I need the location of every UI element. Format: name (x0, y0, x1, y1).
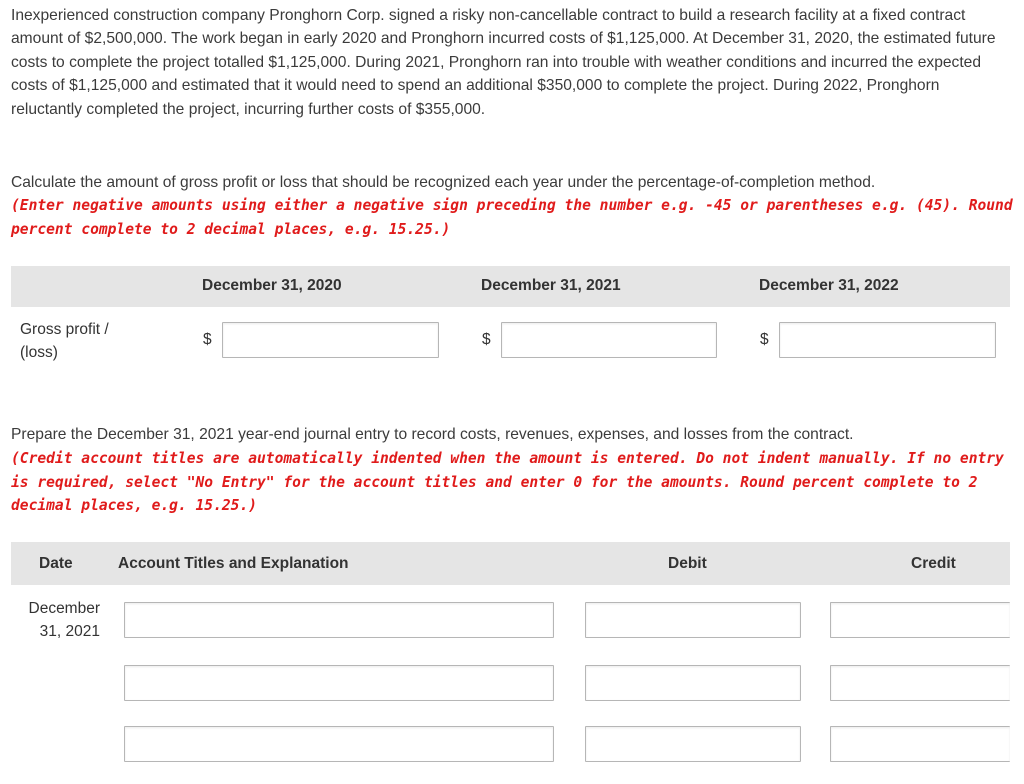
gross-profit-2020-input[interactable] (222, 322, 439, 358)
dollar-sign-2020: $ (203, 331, 212, 348)
column-header-2020: December 31, 2020 (202, 277, 342, 294)
debit-column-header: Debit (668, 555, 707, 572)
column-header-2022: December 31, 2022 (759, 277, 899, 294)
journal-date: December 31, 2021 (28, 600, 100, 640)
date-column-header: Date (39, 555, 73, 572)
problem-statement: Inexperienced construction company Pronghorn Corp. signed a risky non-cancellable contract to build a research facility at a fixed contract amount of $2,500,000. The work began in early 2020 and Pronghorn incurred costs of $1,125,000. At December 31, 2020, the estimated future costs to complete the project totalled $1,125,000. During 2021, Pronghorn ran into trouble with weather conditions and incurred the expected costs of $1,125,000 and estimated that it would need to spend an additional $350,000 to complete the project. During 2022, Pronghorn reluctantly completed the project, incurring further costs of $355,000. (11, 7, 996, 118)
account-title-input-1[interactable] (124, 602, 554, 638)
part2-instruction: (Credit account titles are automatically indented when the amount is entered. Do not indent manually. If no entry is required, select "No Entry" for the account titles and enter 0 for the amounts. Round percent complete to 2 decimal places, e.g. 15.25.) (11, 450, 1004, 515)
debit-input-1[interactable] (585, 602, 801, 638)
part2-question: Prepare the December 31, 2021 year-end journal entry to record costs, revenues, expenses, and losses from the contract. (11, 426, 854, 443)
credit-input-1[interactable] (830, 602, 1010, 638)
dollar-sign-2022: $ (760, 331, 769, 348)
dollar-sign-2021: $ (482, 331, 491, 348)
account-title-input-3[interactable] (124, 726, 554, 762)
account-title-input-2[interactable] (124, 665, 554, 701)
gross-profit-row-label: Gross profit / (loss) (20, 321, 109, 361)
gross-profit-2022-input[interactable] (779, 322, 996, 358)
account-column-header: Account Titles and Explanation (118, 555, 349, 572)
part1-instruction: (Enter negative amounts using either a negative sign preceding the number e.g. -45 or parentheses e.g. (45). Round percent complete to 2 decimal places, e.g. 15.25.) (11, 197, 1013, 238)
credit-input-3[interactable] (830, 726, 1010, 762)
column-header-2021: December 31, 2021 (481, 277, 621, 294)
gross-profit-2021-input[interactable] (501, 322, 717, 358)
part1-question: Calculate the amount of gross profit or loss that should be recognized each year under the percentage-of-completion method. (11, 174, 876, 191)
credit-column-header: Credit (911, 555, 956, 572)
debit-input-3[interactable] (585, 726, 801, 762)
debit-input-2[interactable] (585, 665, 801, 701)
credit-input-2[interactable] (830, 665, 1010, 701)
